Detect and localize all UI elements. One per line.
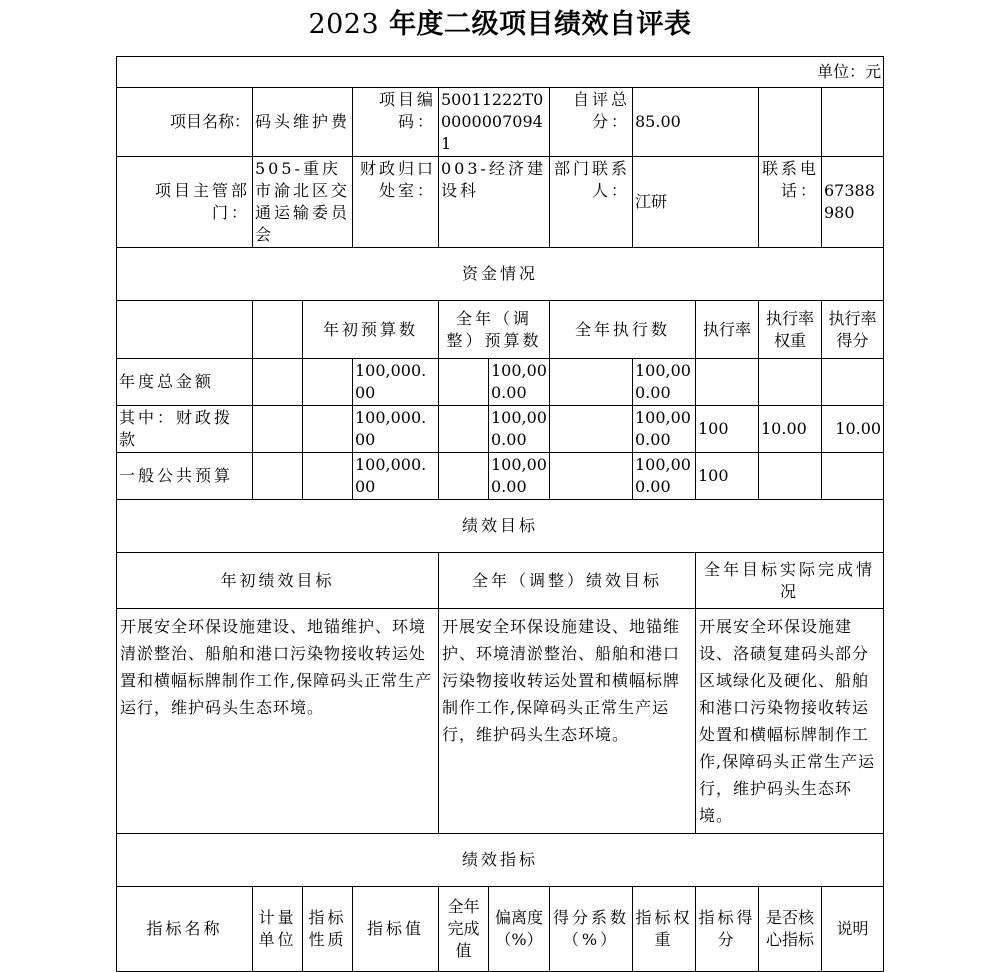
exec-weight-value xyxy=(759,359,822,406)
self-score-value: 85.00 xyxy=(633,88,759,157)
row-label: 年度总金额 xyxy=(117,359,253,406)
empty-cell xyxy=(303,453,353,500)
empty-cell xyxy=(439,453,489,500)
ind-header-core: 是否核心指标 xyxy=(759,887,822,972)
ind-header-value: 指标值 xyxy=(353,887,439,972)
page-title xyxy=(0,2,1000,41)
project-name-label: 项目名称： xyxy=(117,88,253,157)
adjusted-budget-value: 100,000.00 xyxy=(489,359,550,406)
self-score-label: 自评总分： xyxy=(550,88,633,157)
header-exec-weight: 执行率权重 xyxy=(759,301,822,359)
empty-cell xyxy=(303,406,353,453)
funds-section-title: 资金情况 xyxy=(117,248,884,301)
header-adjusted-budget: 全年（调整）预算数 xyxy=(439,301,550,359)
goals-col-actual: 全年目标实际完成情况 xyxy=(696,553,884,609)
header-executed: 全年执行数 xyxy=(550,301,696,359)
exec-weight-value: 10.00 xyxy=(759,406,822,453)
exec-weight-value xyxy=(759,453,822,500)
executed-value: 100,000.00 xyxy=(633,453,696,500)
exec-score-value: 10.00 xyxy=(822,406,884,453)
exec-rate-value xyxy=(696,359,759,406)
empty-cell xyxy=(253,453,303,500)
dept-value: 505-重庆市渝北区交通运输委员会 xyxy=(253,157,353,248)
empty-cell xyxy=(117,301,253,359)
ind-header-score: 指标得分 xyxy=(696,887,759,972)
header-exec-score: 执行率得分 xyxy=(822,301,884,359)
finance-value: 003-经济建设科 xyxy=(439,157,550,248)
empty-cell xyxy=(822,88,884,157)
goals-actual-text: 开展安全环保设施建设、洛碛复建码头部分区域绿化及硬化、船舶和港口污染物接收转运处置和横幅标牌制作工作,保障码头正常生产运行，维护码头生态环境。 xyxy=(696,609,884,834)
empty-cell xyxy=(550,406,633,453)
indicators-section-title: 绩效指标 xyxy=(117,834,884,887)
exec-rate-value: 100 xyxy=(696,406,759,453)
exec-score-value xyxy=(822,453,884,500)
goals-col-adjusted: 全年（调整）绩效目标 xyxy=(439,553,696,609)
phone-label: 联系电话： xyxy=(759,157,822,248)
executed-value: 100,000.00 xyxy=(633,406,696,453)
table-row xyxy=(117,359,884,406)
ind-header-completion: 全年完成值 xyxy=(439,887,489,972)
title-year: 2023 xyxy=(308,9,380,40)
row-label: 一般公共预算 xyxy=(117,453,253,500)
adjusted-budget-value: 100,000.00 xyxy=(489,453,550,500)
project-code-value: 50011222T000000070941 xyxy=(439,88,550,157)
project-name-value: 码头维护费 xyxy=(253,88,353,157)
finance-label: 财政归口处室： xyxy=(353,157,439,248)
ind-header-note: 说明 xyxy=(822,887,884,972)
empty-cell xyxy=(253,359,303,406)
table-row xyxy=(117,453,884,500)
header-initial-budget: 年初预算数 xyxy=(303,301,439,359)
header-exec-rate: 执行率 xyxy=(696,301,759,359)
table-row xyxy=(117,406,884,453)
ind-header-deviation: 偏离度（%） xyxy=(489,887,550,972)
empty-cell xyxy=(759,88,822,157)
contact-label: 部门联系人： xyxy=(550,157,633,248)
goals-col-initial: 年初绩效目标 xyxy=(117,553,439,609)
empty-cell xyxy=(550,359,633,406)
goals-adjusted-text: 开展安全环保设施建设、地锚维护、环境清淤整治、船舶和港口污染物接收转运处置和横幅标牌制作工作,保障码头正常生产运行，维护码头生态环境。 xyxy=(439,609,696,834)
ind-header-name: 指标名称 xyxy=(117,887,253,972)
empty-cell xyxy=(253,301,303,359)
ind-header-unit: 计量单位 xyxy=(253,887,303,972)
phone-value: 67388980 xyxy=(822,157,884,248)
initial-budget-value: 100,000.00 xyxy=(353,406,439,453)
exec-rate-value: 100 xyxy=(696,453,759,500)
empty-cell xyxy=(439,406,489,453)
empty-cell xyxy=(303,359,353,406)
empty-cell xyxy=(439,359,489,406)
ind-header-coefficient: 得分系数（%） xyxy=(550,887,633,972)
ind-header-weight: 指标权重 xyxy=(633,887,696,972)
goals-initial-text: 开展安全环保设施建设、地锚维护、环境清淤整治、船舶和港口污染物接收转运处置和横幅标牌制作工作,保障码头正常生产运行，维护码头生态环境。 xyxy=(117,609,439,834)
initial-budget-value: 100,000.00 xyxy=(353,359,439,406)
empty-cell xyxy=(253,406,303,453)
title-text: 年度二级项目绩效自评表 xyxy=(389,9,692,40)
exec-score-value xyxy=(822,359,884,406)
executed-value: 100,000.00 xyxy=(633,359,696,406)
ind-header-nature: 指标性质 xyxy=(303,887,353,972)
goals-section-title: 绩效目标 xyxy=(117,500,884,553)
project-code-label: 项目编码： xyxy=(353,88,439,157)
contact-value: 江研 xyxy=(633,157,759,248)
initial-budget-value: 100,000.00 xyxy=(353,453,439,500)
empty-cell xyxy=(550,453,633,500)
dept-label: 项目主管部门： xyxy=(117,157,253,248)
unit-label: 单位：元 xyxy=(117,57,884,88)
row-label: 其中：财政拨款 xyxy=(117,406,253,453)
adjusted-budget-value: 100,000.00 xyxy=(489,406,550,453)
evaluation-table xyxy=(116,56,884,972)
